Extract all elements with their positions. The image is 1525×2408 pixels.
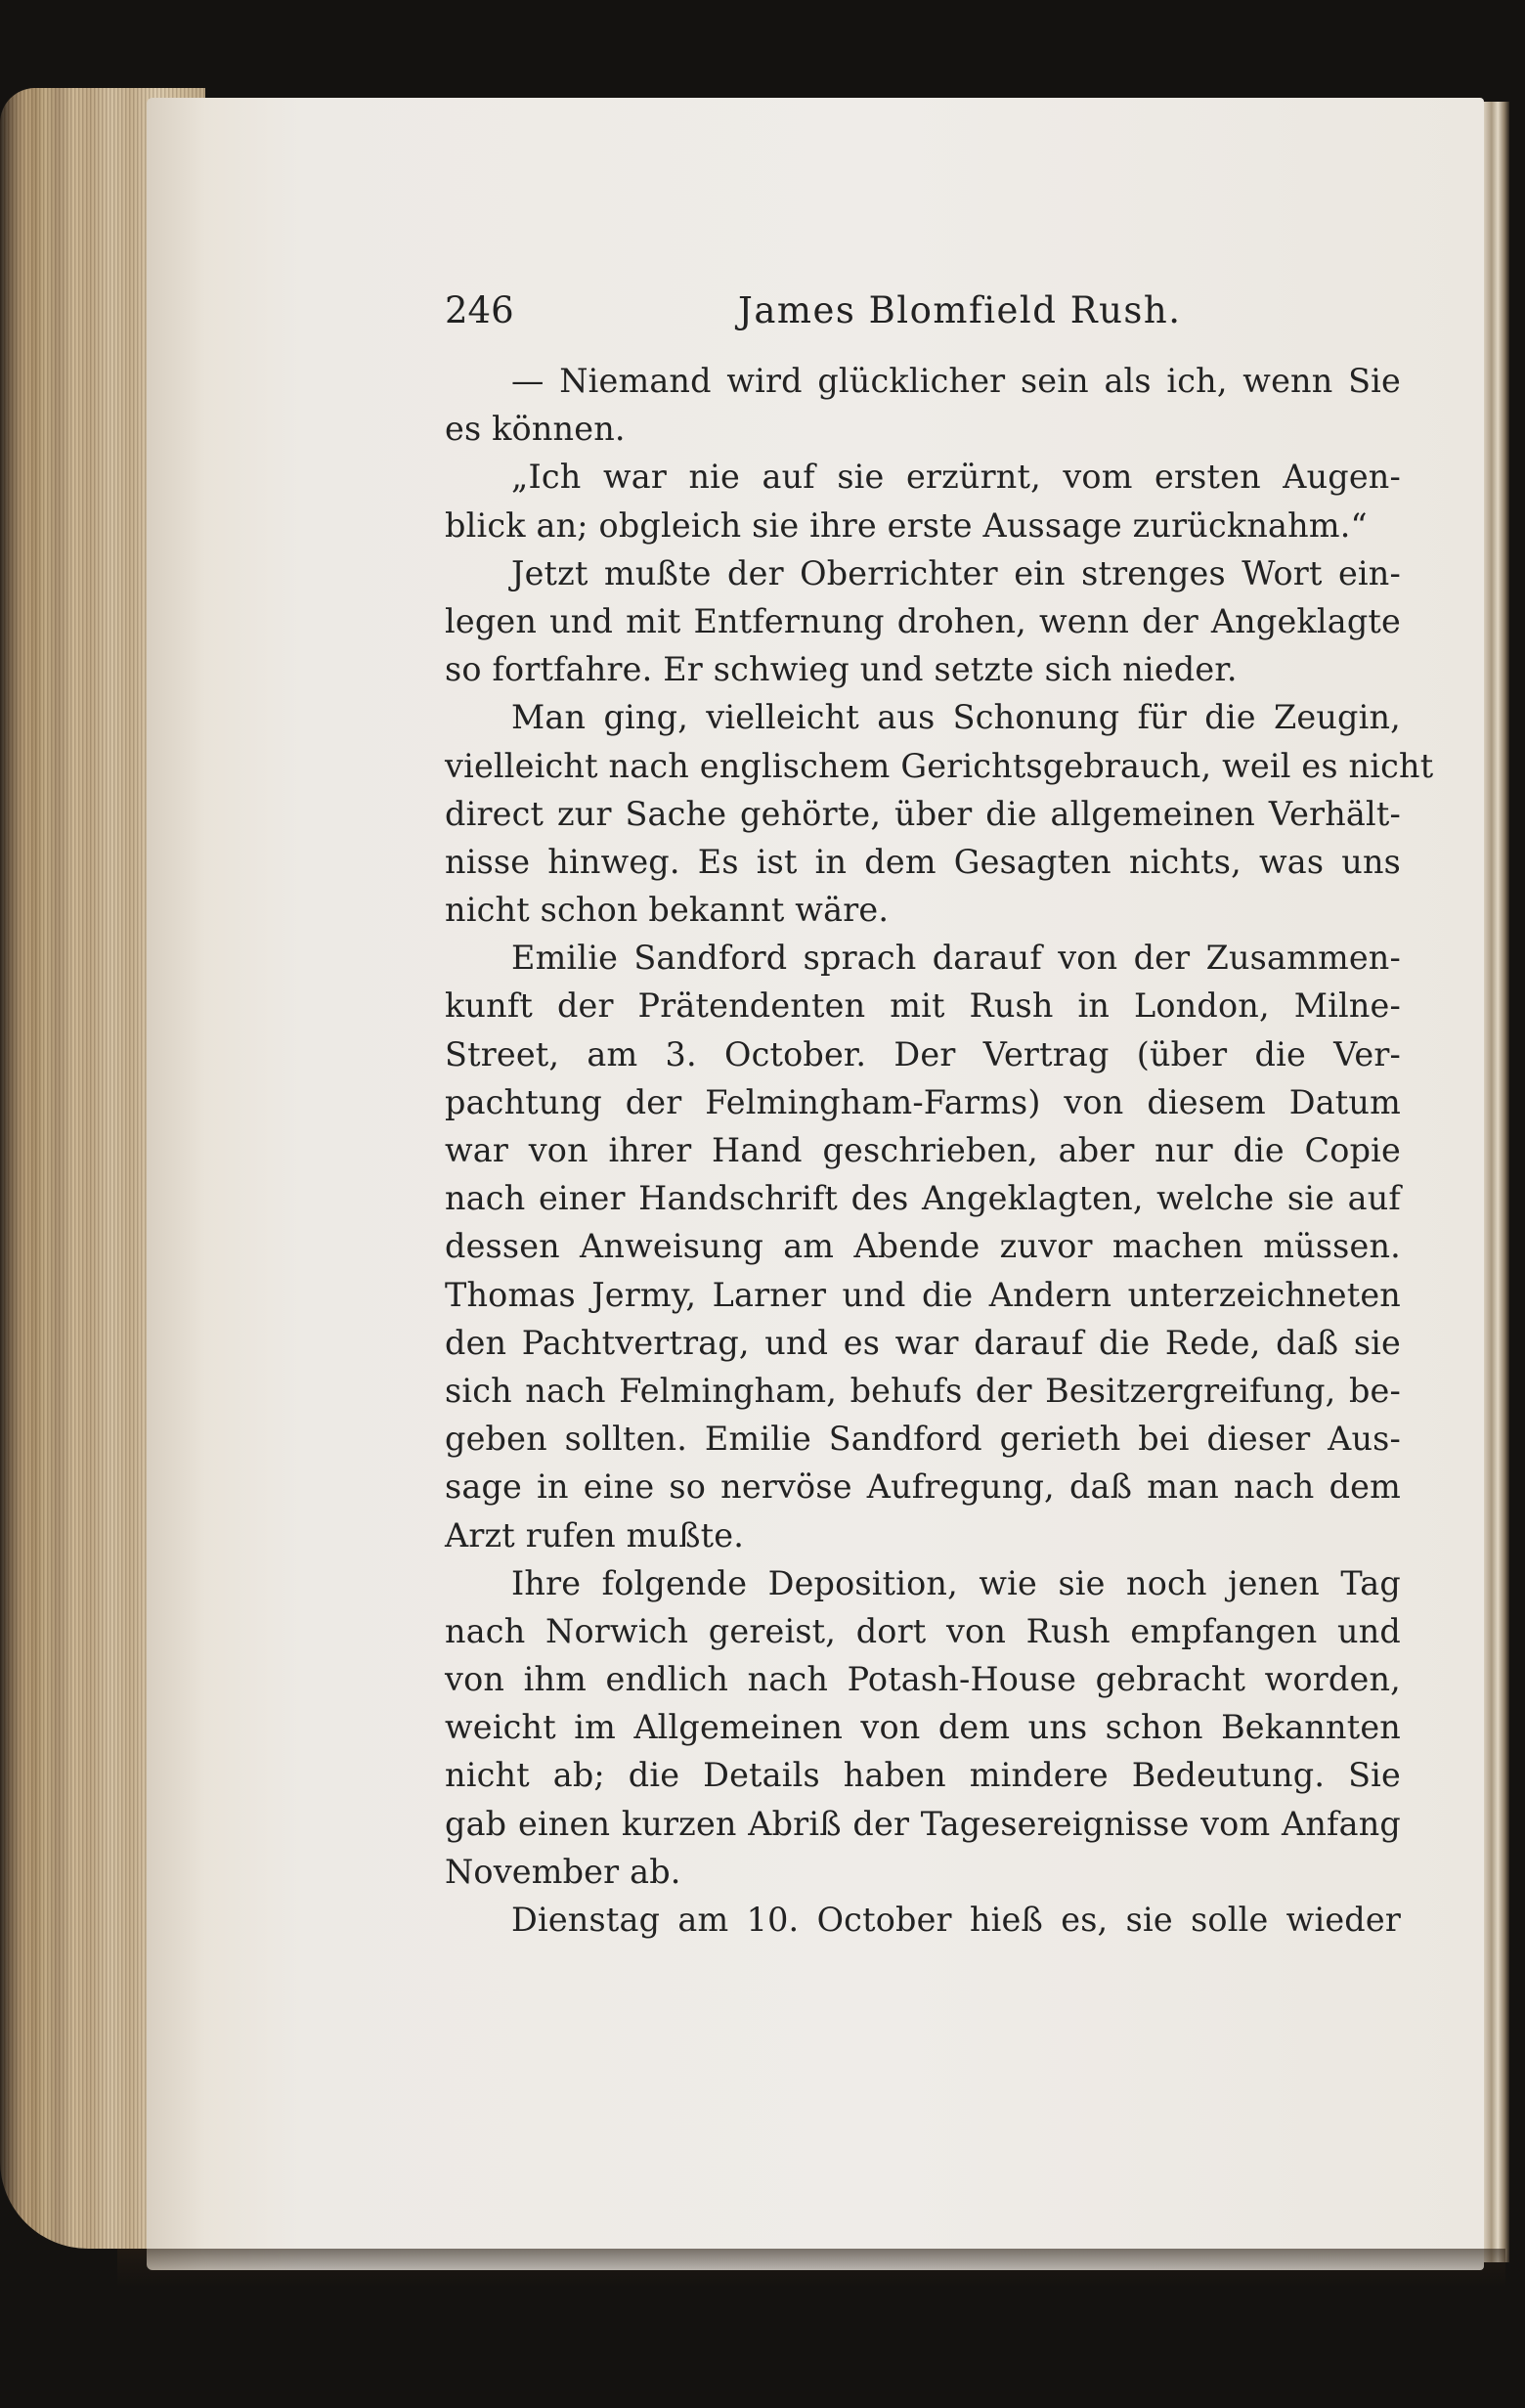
text-line: nach Norwich gereist, dort von Rush empfangen und — [445, 1611, 1401, 1650]
text-line: nach einer Handschrift des Angeklagten, welche sie auf — [445, 1179, 1401, 1218]
text-line: sage in eine so nervöse Aufregung, daß man nach dem — [445, 1467, 1401, 1507]
text-line: so fortfahre. Er schwieg und setzte sich nieder. — [445, 650, 1238, 689]
text-line: gab einen kurzen Abriß der Tagesereignisse vom Anfang — [445, 1804, 1401, 1843]
text-line: es können. — [445, 410, 626, 449]
book-right-edge — [1484, 102, 1509, 2262]
text-line: Man ging, vielleicht aus Schonung für die Zeugin, — [511, 698, 1401, 737]
text-line: sich nach Felmingham, behufs der Besitzergreifung, be- — [445, 1371, 1401, 1410]
text-line: November ab. — [445, 1852, 681, 1891]
text-line: von ihm endlich nach Potash-House gebracht worden, — [445, 1660, 1401, 1699]
text-line: weicht im Allgemeinen von dem uns schon Bekannten — [445, 1708, 1401, 1747]
text-line: „Ich war nie auf sie erzürnt, vom ersten Augen- — [511, 458, 1401, 497]
text-line: legen und mit Entfernung drohen, wenn der Angeklagte — [445, 601, 1401, 640]
text-line: direct zur Sache gehörte, über die allgemeinen Verhält- — [445, 794, 1401, 833]
body-text — [445, 357, 1434, 1944]
text-line: nisse hinweg. Es ist in dem Gesagten nichts, was uns — [445, 842, 1401, 881]
page-bottom-shadow — [117, 2249, 1505, 2288]
page-content — [445, 282, 1434, 1944]
running-head: James Blomfield Rush. — [738, 289, 1182, 331]
text-line: — Niemand wird glücklicher sein als ich, wenn Sie — [511, 362, 1401, 400]
text-line: den Pachtvertrag, und es war darauf die Rede, daß sie — [445, 1323, 1401, 1362]
text-line: nicht ab; die Details haben mindere Bedeutung. Sie — [445, 1756, 1401, 1795]
text-line: Thomas Jermy, Larner und die Andern unterzeichneten — [445, 1275, 1401, 1314]
text-line: dessen Anweisung am Abende zuvor machen müssen. — [445, 1227, 1401, 1266]
text-line: Arzt rufen mußte. — [445, 1515, 745, 1554]
text-line: Street, am 3. October. Der Vertrag (über die Ver- — [445, 1034, 1401, 1073]
page-header — [445, 282, 1401, 340]
page-number: 246 — [445, 289, 514, 331]
text-line: geben sollten. Emilie Sandford gerieth bei dieser Aus- — [445, 1420, 1401, 1459]
text-line: kunft der Prätendenten mit Rush in London, Milne- — [445, 986, 1401, 1026]
text-line: nicht schon bekannt wäre. — [445, 891, 890, 930]
text-line: Ihre folgende Deposition, wie sie noch jenen Tag — [511, 1563, 1401, 1602]
text-line: Jetzt mußte der Oberrichter ein strenges Wort ein- — [511, 553, 1401, 592]
text-line: Dienstag am 10. October hieß es, sie solle wieder — [511, 1901, 1401, 1939]
text-line: war von ihrer Hand geschrieben, aber nur die Copie — [445, 1131, 1401, 1169]
text-line: Emilie Sandford sprach darauf von der Zusammen- — [511, 939, 1401, 978]
text-line: blick an; obgleich sie ihre erste Aussage zurücknahm.“ — [445, 505, 1368, 545]
text-line: pachtung der Felmingham-Farms) von diesem Datum — [445, 1082, 1401, 1121]
text-line: vielleicht nach englischem Gerichtsgebrauch, weil es nicht — [445, 746, 1434, 785]
